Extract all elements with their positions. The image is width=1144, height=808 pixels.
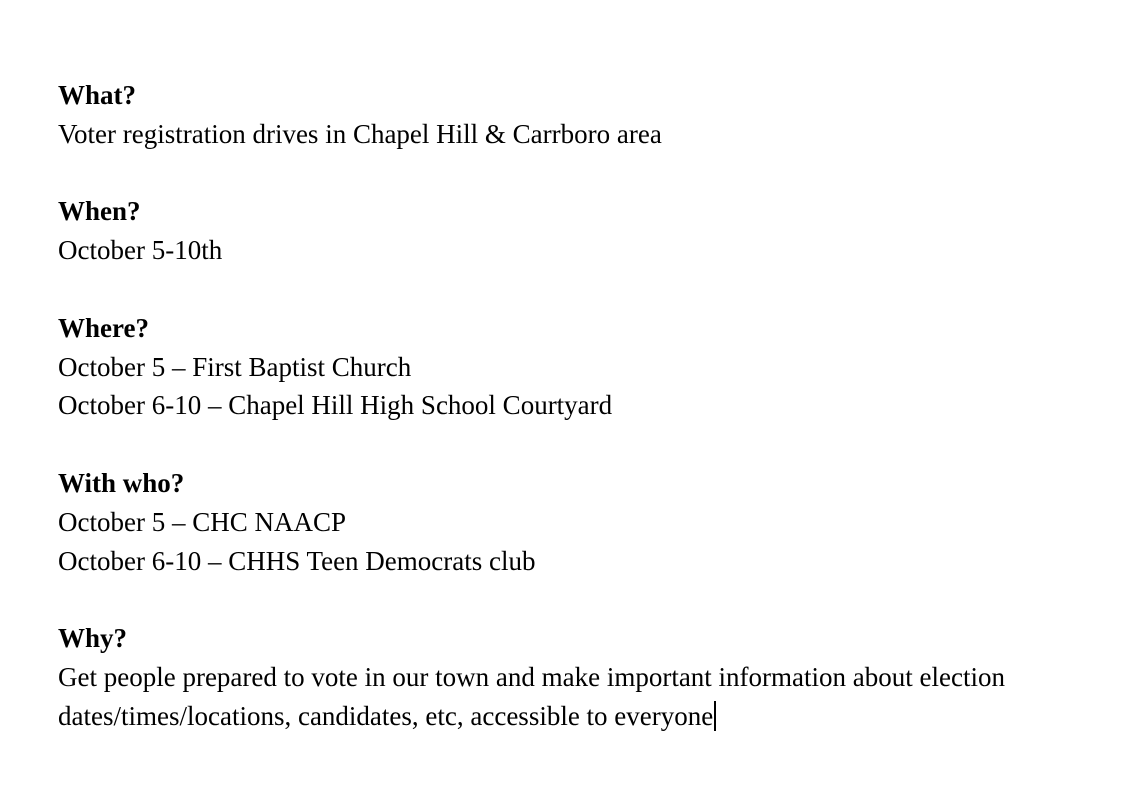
section-heading-why: Why?	[58, 623, 128, 654]
section-text-what: Voter registration drives in Chapel Hill & Carrboro area	[58, 118, 662, 149]
text-cursor	[714, 701, 716, 731]
section-text-when: October 5-10th	[58, 235, 223, 266]
blank-line	[58, 580, 1118, 619]
section-heading-when: When?	[58, 196, 141, 227]
section-heading-where: Where?	[58, 312, 149, 343]
section-text-where-2: October 6-10 – Chapel Hill High School Courtyard	[58, 390, 613, 421]
section-text-why	[58, 658, 1118, 736]
blank-line	[58, 154, 1118, 193]
section-text-with-who-1: October 5 – CHC NAACP	[58, 506, 346, 537]
section-text-why-content: Get people prepared to vote in our town and make important information about election dates/times/locations, candidates, etc, accessible to everyone	[58, 661, 1005, 731]
section-text-with-who-2: October 6-10 – CHHS Teen Democrats club	[58, 545, 536, 576]
section-heading-what: What?	[58, 80, 137, 110]
blank-line	[58, 270, 1118, 309]
section-text-where-1: October 5 – First Baptist Church	[58, 351, 412, 382]
section-heading-with-who: With who?	[58, 467, 185, 498]
blank-line	[58, 425, 1118, 464]
document-body[interactable]	[58, 76, 1118, 736]
